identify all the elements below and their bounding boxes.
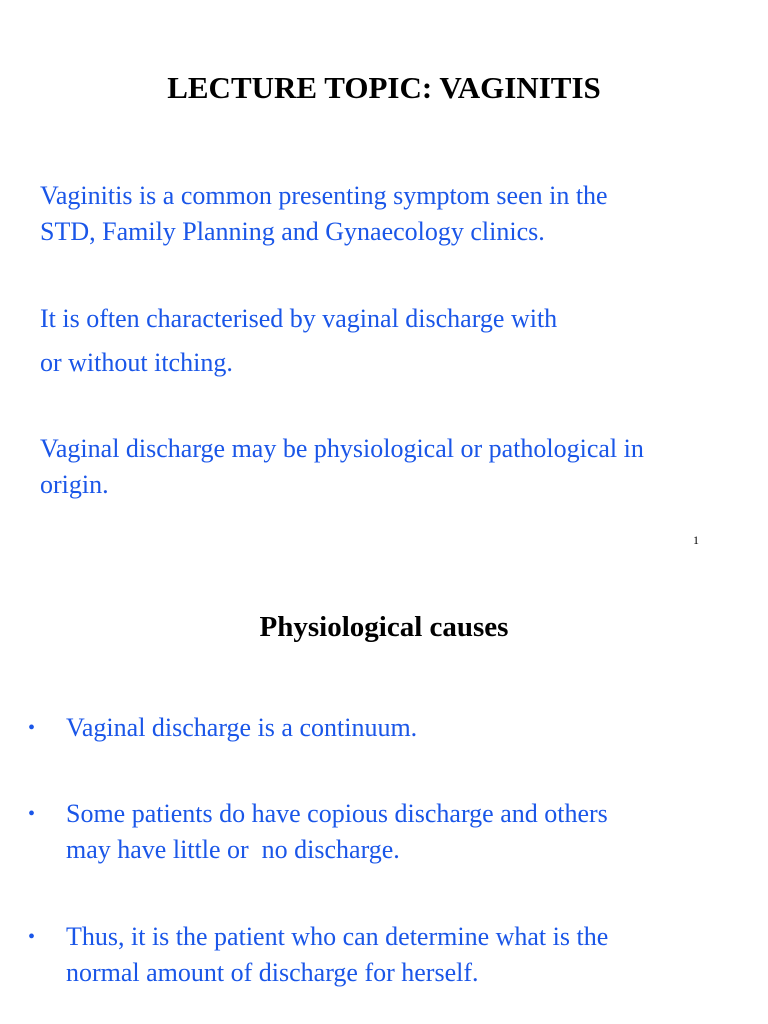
slide-2 [0, 580, 768, 1024]
bullet-icon: • [28, 717, 36, 739]
paragraph-line: Vaginitis is a common presenting symptom seen in the [40, 181, 608, 210]
characterisation-paragraph [40, 301, 755, 381]
slide-title: Physiological causes [259, 611, 509, 643]
paragraph-line: STD, Family Planning and Gynaecology clinics. [40, 217, 545, 246]
paragraph-line: Vaginal discharge may be physiological or pathological in [40, 434, 644, 463]
intro-paragraph [40, 178, 755, 250]
bullet-text [66, 710, 756, 746]
paragraph-line: origin. [40, 470, 109, 499]
slide-number: 1 [693, 533, 699, 547]
bullet-line: Thus, it is the patient who can determine what is the [66, 922, 609, 951]
bullet-line: normal amount of discharge for herself. [66, 958, 479, 987]
bullet-line: Vaginal discharge is a continuum. [66, 713, 418, 742]
bullet-icon: • [28, 803, 36, 825]
bullet-text [66, 919, 756, 991]
bullet-icon: • [28, 926, 36, 948]
paragraph-line: or without itching. [40, 348, 233, 377]
slide-title: LECTURE TOPIC: VAGINITIS [167, 70, 601, 105]
paragraph-line: It is often characterised by vaginal discharge with [40, 304, 558, 333]
bullet-text [66, 796, 756, 868]
bullet-line: Some patients do have copious discharge and others [66, 799, 608, 828]
bullet-line: may have little or no discharge. [66, 835, 400, 864]
origin-paragraph [40, 431, 755, 503]
